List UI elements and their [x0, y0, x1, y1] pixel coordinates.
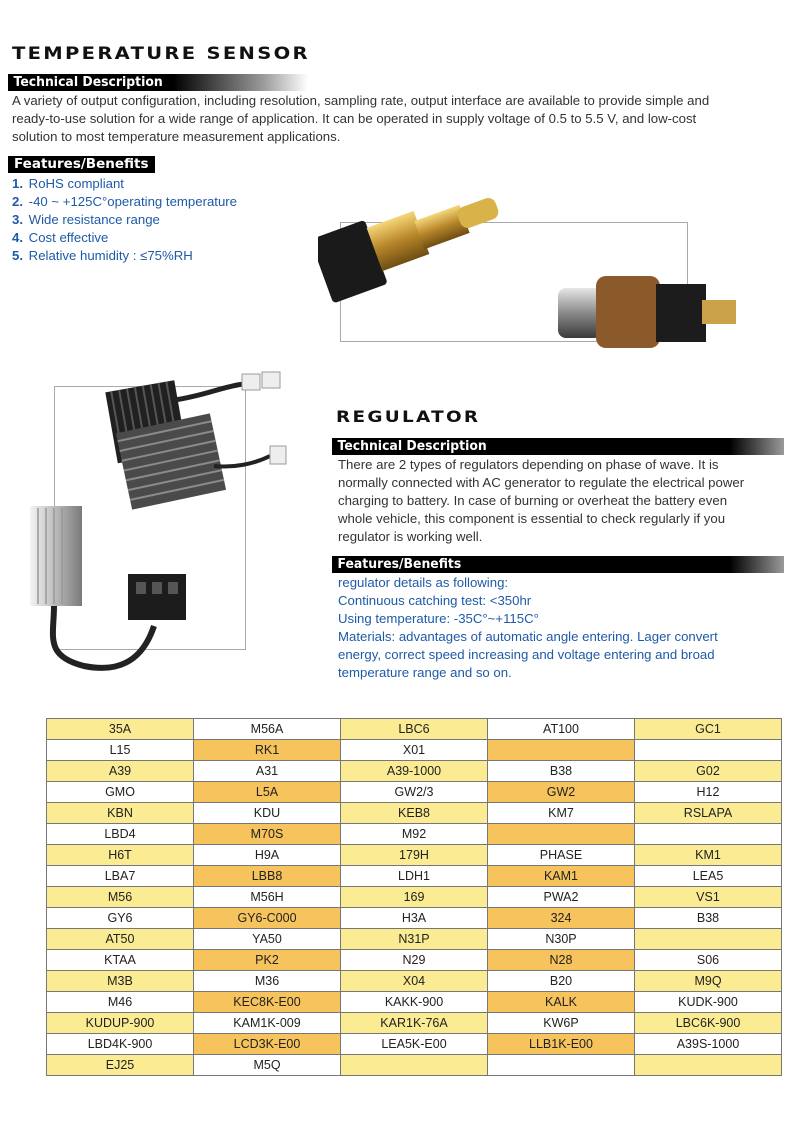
table-cell: A39-1000	[341, 761, 488, 782]
table-cell: KEC8K-E00	[194, 992, 341, 1013]
table-cell: M70S	[194, 824, 341, 845]
list-item: regulator details as following:	[338, 575, 509, 590]
table-cell: KUDUP-900	[47, 1013, 194, 1034]
list-item: Continuous catching test: <350hr	[338, 593, 532, 608]
table-cell: H9A	[194, 845, 341, 866]
regulator-title: REGULATOR	[336, 407, 481, 426]
temp-tech-description: A variety of output configuration, including resolution, sampling rate, output interface are available to provide simple and ready-to-use solution for a wide range of application. It can be operated in supply voltage of 0.5 to 5.5 V, and low-cost solution to most temperature measurement applications.	[12, 93, 710, 144]
table-cell: LBA7	[47, 866, 194, 887]
table-cell	[488, 824, 635, 845]
table-cell: M46	[47, 992, 194, 1013]
table-cell: A39	[47, 761, 194, 782]
table-cell: LBC6K-900	[635, 1013, 782, 1034]
table-cell	[635, 929, 782, 950]
table-row	[47, 719, 782, 740]
reg-tech-heading-bar	[332, 438, 784, 455]
table-cell: KDU	[194, 803, 341, 824]
table-row	[47, 887, 782, 908]
table-cell: PK2	[194, 950, 341, 971]
temp-tech-heading: Technical Description	[8, 74, 168, 91]
reg-tech-description: There are 2 types of regulators depending on phase of wave. It is normally connected with AC generator to regulate the electrical power charging to battery. In case of burning or overheat the battery even whole vehicle, this component is essential to check regularly if you regulator is working well.	[338, 457, 745, 544]
table-cell: GY6-C000	[194, 908, 341, 929]
table-cell: G02	[635, 761, 782, 782]
table-row	[47, 761, 782, 782]
table-cell: 324	[488, 908, 635, 929]
table-cell: LEA5	[635, 866, 782, 887]
table-cell: L15	[47, 740, 194, 761]
table-cell: GY6	[47, 908, 194, 929]
table-cell: KM7	[488, 803, 635, 824]
table-row	[47, 1034, 782, 1055]
list-item: 1. RoHS compliant	[12, 176, 124, 191]
table-cell: B20	[488, 971, 635, 992]
table-cell: X01	[341, 740, 488, 761]
table-cell: LLB1K-E00	[488, 1034, 635, 1055]
table-row	[47, 740, 782, 761]
table-cell: X04	[341, 971, 488, 992]
table-cell: LEA5K-E00	[341, 1034, 488, 1055]
list-item: Materials: advantages of automatic angle entering. Lager convert energy, correct speed increasing and voltage entering and broad temperature range and so on.	[338, 629, 718, 680]
model-table	[46, 718, 782, 1076]
table-row	[47, 782, 782, 803]
reg-features-heading: Features/Benefits	[332, 556, 467, 573]
table-cell: N31P	[341, 929, 488, 950]
table-cell: RK1	[194, 740, 341, 761]
table-cell: H6T	[47, 845, 194, 866]
table-row	[47, 1013, 782, 1034]
table-cell: S06	[635, 950, 782, 971]
table-cell: KALK	[488, 992, 635, 1013]
table-cell: AT50	[47, 929, 194, 950]
list-item: 2. -40 ~ +125C°operating temperature	[12, 194, 238, 209]
table-row	[47, 908, 782, 929]
list-item: 5. Relative humidity : ≤75%RH	[12, 248, 193, 263]
table-cell: KEB8	[341, 803, 488, 824]
table-cell: KAR1K-76A	[341, 1013, 488, 1034]
table-cell: H12	[635, 782, 782, 803]
table-cell: M56H	[194, 887, 341, 908]
table-cell: M9Q	[635, 971, 782, 992]
table-cell: M3B	[47, 971, 194, 992]
table-cell: A31	[194, 761, 341, 782]
table-cell: RSLAPA	[635, 803, 782, 824]
table-cell	[635, 740, 782, 761]
table-row	[47, 992, 782, 1013]
table-row	[47, 803, 782, 824]
table-cell: 169	[341, 887, 488, 908]
table-cell: KW6P	[488, 1013, 635, 1034]
table-row	[47, 971, 782, 992]
table-row	[47, 1055, 782, 1076]
table-cell: LBB8	[194, 866, 341, 887]
table-cell: B38	[635, 908, 782, 929]
table-cell: KAM1K-009	[194, 1013, 341, 1034]
list-item: 3. Wide resistance range	[12, 212, 160, 227]
table-cell	[341, 1055, 488, 1076]
table-cell: GW2	[488, 782, 635, 803]
model-table-body	[47, 719, 782, 1076]
table-cell	[635, 1055, 782, 1076]
table-cell: KBN	[47, 803, 194, 824]
table-cell	[635, 824, 782, 845]
table-cell: L5A	[194, 782, 341, 803]
table-cell: VS1	[635, 887, 782, 908]
table-cell: M5Q	[194, 1055, 341, 1076]
table-cell: N29	[341, 950, 488, 971]
temp-features-list	[12, 175, 237, 265]
temperature-sensor-title: TEMPERATURE SENSOR	[12, 44, 310, 64]
table-cell	[488, 740, 635, 761]
reg-features-heading-bar	[332, 556, 784, 573]
table-cell: KM1	[635, 845, 782, 866]
table-cell: M56A	[194, 719, 341, 740]
table-row	[47, 845, 782, 866]
table-cell: LCD3K-E00	[194, 1034, 341, 1055]
table-row	[47, 866, 782, 887]
table-cell: LDH1	[341, 866, 488, 887]
table-cell: KAM1	[488, 866, 635, 887]
table-cell: AT100	[488, 719, 635, 740]
table-cell: LBD4	[47, 824, 194, 845]
table-cell: KAKK-900	[341, 992, 488, 1013]
temp-tech-heading-bar	[8, 74, 308, 91]
table-row	[47, 824, 782, 845]
table-cell: H3A	[341, 908, 488, 929]
table-cell: PHASE	[488, 845, 635, 866]
list-item: Using temperature: -35C°~+115C°	[338, 611, 539, 626]
table-cell: LBC6	[341, 719, 488, 740]
table-row	[47, 929, 782, 950]
temperature-sensor-photo	[318, 188, 778, 368]
table-cell: YA50	[194, 929, 341, 950]
table-cell: KTAA	[47, 950, 194, 971]
table-cell: M36	[194, 971, 341, 992]
list-item: 4. Cost effective	[12, 230, 109, 245]
table-cell: B38	[488, 761, 635, 782]
table-cell: LBD4K-900	[47, 1034, 194, 1055]
regulator-photo	[24, 356, 294, 686]
table-cell: A39S-1000	[635, 1034, 782, 1055]
table-cell: EJ25	[47, 1055, 194, 1076]
temp-features-heading: Features/Benefits	[8, 156, 155, 173]
table-cell: GMO	[47, 782, 194, 803]
table-row	[47, 950, 782, 971]
table-cell: 179H	[341, 845, 488, 866]
table-cell: N28	[488, 950, 635, 971]
table-cell	[488, 1055, 635, 1076]
table-cell: GC1	[635, 719, 782, 740]
table-cell: KUDK-900	[635, 992, 782, 1013]
reg-features-list	[338, 574, 750, 682]
reg-tech-heading: Technical Description	[332, 438, 492, 455]
table-cell: GW2/3	[341, 782, 488, 803]
table-cell: N30P	[488, 929, 635, 950]
table-cell: PWA2	[488, 887, 635, 908]
table-cell: M56	[47, 887, 194, 908]
table-cell: 35A	[47, 719, 194, 740]
table-cell: M92	[341, 824, 488, 845]
